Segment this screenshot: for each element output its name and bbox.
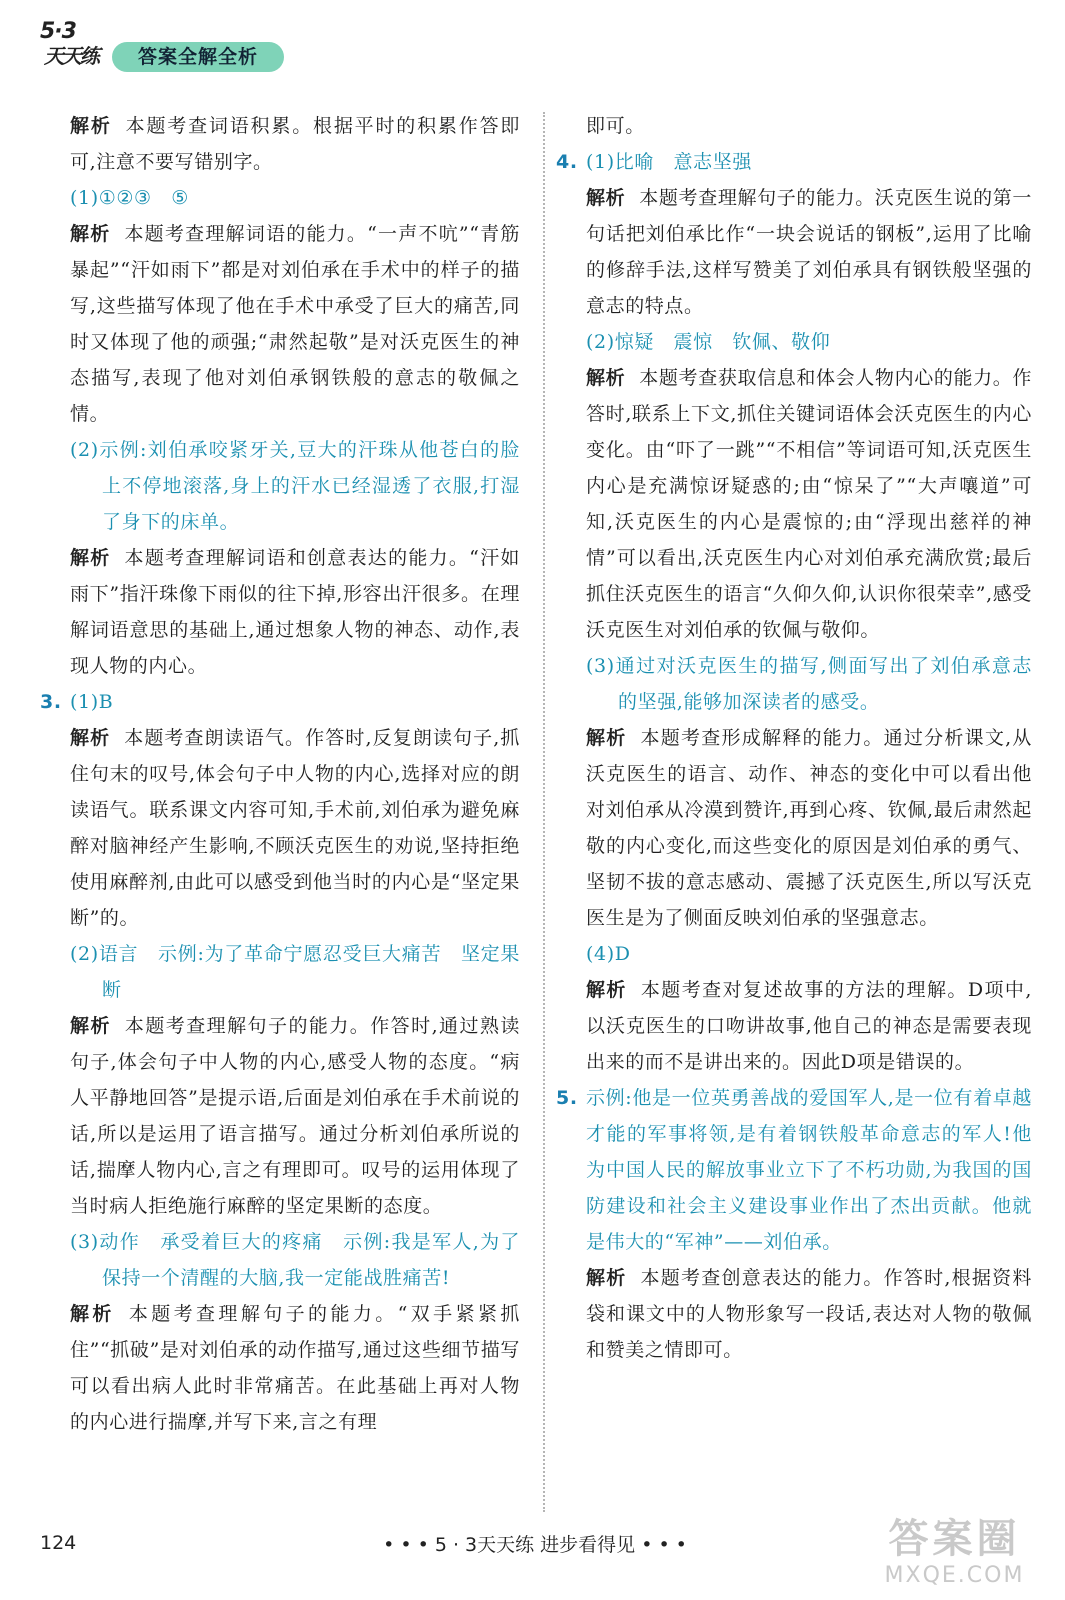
- explanation-text: 本题考查理解句子的能力。沃克医生说的第一句话把刘伯承比作“一块会说话的钢板”,运用了比喻的修辞手法,这样写赞美了刘伯承具有钢铁般坚强的意志的特点。: [586, 187, 1032, 317]
- explanation-tag: 解析: [586, 1267, 627, 1289]
- explanation-text: 本题考查形成解释的能力。通过分析课文,从沃克医生的语言、动作、神态的变化中可以看出他对刘伯承从冷漠到赞许,再到心疼、钦佩,最后肃然起敬的内心变化,而这些变化的原因是刘伯承的勇气、坚韧不拔的意志感动、震撼了沃克医生,所以写沃克医生是为了侧面反映刘伯承的坚强意志。: [586, 727, 1032, 929]
- answer-line: (3)通过对沃克医生的描写,侧面写出了刘伯承意志的坚强,能够加深读者的感受。: [586, 655, 1032, 713]
- explanation-text: 本题考查理解词语的能力。“一声不吭”“青筋暴起”“汗如雨下”都是对刘伯承在手术中的样子的描写,这些描写体现了他在手术中承受了巨大的痛苦,同时又体现了他的顽强;“肃然起敬”是对沃克医生的神态描写,表现了他对刘伯承钢铁般的意志的敬佩之情。: [70, 223, 520, 425]
- explanation-tag: 解析: [70, 1015, 111, 1037]
- explanation-tag: 解析: [586, 727, 627, 749]
- explanation-tag: 解析: [70, 223, 111, 245]
- question-number: 5.: [556, 1087, 578, 1109]
- answer-line: (4)D: [586, 943, 631, 965]
- explanation-text: 本题考查理解句子的能力。作答时,通过熟读句子,体会句子中人物的内心,感受人物的态度。“病人平静地回答”是提示语,后面是刘伯承在手术前说的话,所以是运用了语言描写。通过分析刘伯承所说的话,揣摩人物内心,言之有理即可。叹号的运用体现了当时病人拒绝施行麻醉的坚定果断的态度。: [70, 1015, 520, 1217]
- explanation-block: [586, 180, 1032, 324]
- watermark: [862, 1515, 1047, 1595]
- explanation-text: 本题考查对复述故事的方法的理解。D项中,以沃克医生的口吻讲故事,他自己的神态是需要表现出来的而不是讲出来的。因此D项是错误的。: [586, 979, 1032, 1073]
- answer-text: (1)B: [70, 691, 114, 713]
- explanation-block: [70, 1296, 520, 1440]
- explanation-text: 本题考查理解句子的能力。“双手紧紧抓住”“抓破”是对刘伯承的动作描写,通过这些细节描写可以看出病人此时非常痛苦。在此基础上再对人物的内心进行揣摩,并写下来,言之有理: [70, 1303, 520, 1433]
- answer-line: (3)动作 承受着巨大的疼痛 示例:我是军人,为了保持一个清醒的大脑,我一定能战胜痛苦!: [70, 1231, 520, 1289]
- column-divider: [543, 112, 545, 1512]
- logo-line-2: 天天练: [44, 44, 98, 68]
- watermark-title: 答案圈: [888, 1516, 1021, 1562]
- explanation-text: 本题考查词语积累。根据平时的积累作答即可,注意不要写错别字。: [70, 115, 520, 173]
- answer-line: (1)①②③ ⑤: [70, 187, 189, 209]
- explanation-tag: 解析: [586, 367, 626, 389]
- explanation-block: [70, 1008, 520, 1224]
- footer-slogan: • • • 5 · 3天天练 进步看得见 • • •: [383, 1534, 687, 1556]
- explanation-tag: 解析: [70, 115, 112, 137]
- explanation-block: [70, 540, 520, 684]
- explanation-tag: 解析: [70, 1303, 115, 1325]
- explanation-block: [70, 108, 520, 180]
- explanation-text: 本题考查理解词语和创意表达的能力。“汗如雨下”指汗珠像下雨似的往下掉,形容出汗很多。在理解词语意思的基础上,通过想象人物的神态、动作,表现人物的内心。: [70, 547, 520, 677]
- explanation-block: [70, 216, 520, 432]
- answer-line: [40, 684, 520, 720]
- explanation-block: [586, 1260, 1032, 1368]
- left-column: [40, 108, 520, 1440]
- explanation-tag: 解析: [70, 727, 111, 749]
- watermark-url: MXQE.COM: [884, 1563, 1025, 1588]
- question-number: 4.: [556, 151, 578, 173]
- answer-line: (2)惊疑 震惊 钦佩、敬仰: [586, 331, 831, 353]
- answer-text: (1)比喻 意志坚强: [586, 151, 752, 173]
- explanation-block: [586, 360, 1032, 648]
- answer-line: [556, 1080, 1032, 1260]
- explanation-block: [586, 720, 1032, 936]
- explanation-text: 本题考查获取信息和体会人物内心的能力。作答时,联系上下文,抓住关键词语体会沃克医生的内心变化。由“吓了一跳”“不相信”等词语可知,沃克医生内心是充满惊讶疑惑的;由“惊呆了”“大声嚷道”可知,沃克医生的内心是震惊的;由“浮现出慈祥的神情”可以看出,沃克医生内心对刘伯承充满欣赏;最后抓住沃克医生的语言“久仰久仰,认识你很荣幸”,感受沃克医生对刘伯承的钦佩与敬仰。: [586, 367, 1032, 641]
- answer-line: (2)示例:刘伯承咬紧牙关,豆大的汗珠从他苍白的脸上不停地滚落,身上的汗水已经湿透了衣服,打湿了身下的床单。: [70, 439, 520, 533]
- logo-line-1: 5·3: [40, 19, 76, 44]
- explanation-block: [586, 972, 1032, 1080]
- question-number: 3.: [40, 691, 62, 713]
- explanation-tag: 解析: [586, 187, 626, 209]
- continuation-text: 即可。: [586, 115, 645, 137]
- explanation-tag: 解析: [586, 979, 627, 1001]
- right-column: [556, 108, 1032, 1368]
- explanation-tag: 解析: [70, 547, 111, 569]
- page-number: 124: [40, 1532, 77, 1554]
- explanation-block: [70, 720, 520, 936]
- answer-line: [556, 144, 1032, 180]
- answer-text: 示例:他是一位英勇善战的爱国军人,是一位有着卓越才能的军事将领,是有着钢铁般革命意志的军人!他为中国人民的解放事业立下了不朽功勋,为我国的国防建设和社会主义建设事业作出了杰出贡献。他就是伟大的“军神”——刘伯承。: [586, 1087, 1032, 1253]
- brand-logo: [40, 20, 104, 78]
- explanation-text: 本题考查朗读语气。作答时,反复朗读句子,抓住句末的叹号,体会句子中人物的内心,选择对应的朗读语气。联系课文内容可知,手术前,刘伯承为避免麻醉对脑神经产生影响,不顾沃克医生的劝说,坚持拒绝使用麻醉剂,由此可以感受到他当时的内心是“坚定果断”的。: [70, 727, 520, 929]
- section-badge: 答案全解全析: [112, 42, 284, 72]
- explanation-text: 本题考查创意表达的能力。作答时,根据资料袋和课文中的人物形象写一段话,表达对人物的敬佩和赞美之情即可。: [586, 1267, 1032, 1361]
- answer-line: (2)语言 示例:为了革命宁愿忍受巨大痛苦 坚定果断: [70, 943, 520, 1001]
